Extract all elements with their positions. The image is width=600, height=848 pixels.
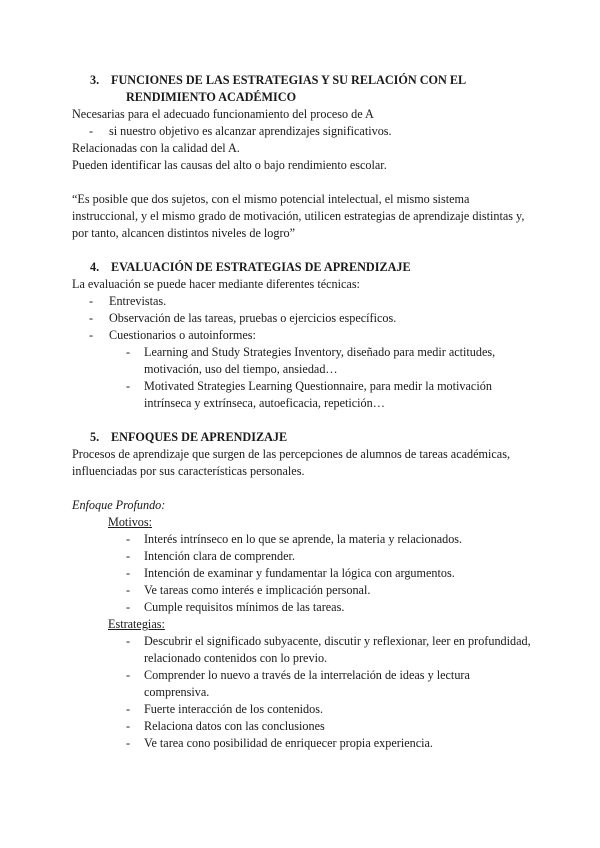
section-4-intro: La evaluación se puede hacer mediante diferentes técnicas:: [72, 277, 360, 291]
motive-text: Interés intrínseco en lo que se aprende, la materia y relacionados.: [144, 532, 463, 546]
section-3-line-2: Relacionadas con la calidad del A.: [72, 141, 240, 155]
section-4-heading: [72, 259, 532, 276]
bullet-dash: -: [126, 549, 131, 563]
motive-item: [72, 599, 532, 616]
section-3-line-3: Pueden identificar las causas del alto o bajo rendimiento escolar.: [72, 158, 387, 172]
document-content: [72, 72, 532, 752]
motives-colon: :: [148, 515, 153, 529]
section-5-intro: Procesos de aprendizaje que surgen de las percepciones de alumnos de tareas académicas, influenciadas por sus características personales.: [72, 447, 510, 478]
section-4-item: [72, 310, 532, 327]
motive-item: [72, 565, 532, 582]
strategy-text: Ve tarea cono posibilidad de enriquecer propia experiencia.: [144, 736, 433, 750]
strategy-item: [72, 701, 532, 718]
approach-title: Enfoque Profundo:: [72, 498, 166, 512]
section-3-bullet: [72, 123, 532, 140]
section-4-item: [72, 293, 532, 310]
bullet-dash: -: [126, 668, 131, 682]
section-5-title: ENFOQUES DE APRENDIZAJE: [111, 430, 288, 444]
section-5-number: 5.: [90, 430, 100, 444]
section-3-title-line2: RENDIMIENTO ACADÉMICO: [126, 90, 297, 104]
bullet-dash: -: [126, 600, 131, 614]
bullet-dash: -: [126, 719, 131, 733]
section-3-number: 3.: [90, 73, 100, 87]
section-4-subitem: [72, 344, 532, 378]
item-text: Entrevistas.: [109, 294, 167, 308]
bullet-dash: -: [89, 328, 94, 342]
section-3-line-1: Necesarias para el adecuado funcionamiento del proceso de A: [72, 107, 374, 121]
bullet-dash: -: [126, 702, 131, 716]
strategies-label: Estrategias: [108, 617, 162, 631]
strategy-item: [72, 735, 532, 752]
section-3-quote: “Es posible que dos sujetos, con el mismo potencial intelectual, el mismo sistema instruccional, y el mismo grado de motivación, utilicen estrategias de aprendizaje distintas y, por tanto, alcancen distintos niveles de logro”: [72, 192, 525, 240]
bullet-dash: -: [126, 345, 131, 359]
strategy-text: Descubrir el significado subyacente, discutir y reflexionar, leer en profundidad, relacionado contenidos con lo previo.: [144, 634, 531, 665]
strategy-item: [72, 718, 532, 735]
strategy-text: Fuerte interacción de los contenidos.: [144, 702, 324, 716]
motive-text: Cumple requisitos mínimos de las tareas.: [144, 600, 345, 614]
item-text: Observación de las tareas, pruebas o ejercicios específicos.: [109, 311, 397, 325]
strategy-item: [72, 633, 532, 667]
bullet-dash: -: [89, 311, 94, 325]
bullet-dash: -: [126, 634, 131, 648]
bullet-dash: -: [126, 532, 131, 546]
motives-heading: [72, 514, 532, 531]
bullet-text: si nuestro objetivo es alcanzar aprendizajes significativos.: [109, 124, 392, 138]
strategy-text: Comprender lo nuevo a través de la interrelación de ideas y lectura comprensiva.: [144, 668, 470, 699]
section-4-item: [72, 327, 532, 344]
section-5-heading: [72, 429, 532, 446]
motive-text: Ve tareas como interés e implicación personal.: [144, 583, 371, 597]
section-4-number: 4.: [90, 260, 100, 274]
section-4-subitem: [72, 378, 532, 412]
motive-item: [72, 531, 532, 548]
item-text: Cuestionarios o autoinformes:: [109, 328, 256, 342]
bullet-dash: -: [126, 566, 131, 580]
strategy-item: [72, 667, 532, 701]
motive-item: [72, 582, 532, 599]
subitem-text: Motivated Strategies Learning Questionnaire, para medir la motivación intrínseca y extrínseca, autoeficacia, repetición…: [144, 379, 492, 410]
motives-label: Motivos: [108, 515, 149, 529]
subitem-text: Learning and Study Strategies Inventory, diseñado para medir actitudes, motivación, uso del tiempo, ansiedad…: [144, 345, 496, 376]
section-3-title-line1: FUNCIONES DE LAS ESTRATEGIAS Y SU RELACIÓN CON EL: [111, 73, 467, 87]
motive-text: Intención de examinar y fundamentar la lógica con argumentos.: [144, 566, 455, 580]
bullet-dash: -: [126, 736, 131, 750]
bullet-dash: -: [89, 294, 94, 308]
section-4-title: EVALUACIÓN DE ESTRATEGIAS DE APRENDIZAJE: [111, 260, 411, 274]
strategy-text: Relaciona datos con las conclusiones: [144, 719, 325, 733]
bullet-dash: -: [126, 379, 131, 393]
bullet-dash: -: [89, 124, 94, 138]
strategies-colon: :: [161, 617, 165, 631]
motive-item: [72, 548, 532, 565]
bullet-dash: -: [126, 583, 131, 597]
section-3-heading: [72, 72, 532, 106]
strategies-heading: [72, 616, 532, 633]
motive-text: Intención clara de comprender.: [144, 549, 295, 563]
